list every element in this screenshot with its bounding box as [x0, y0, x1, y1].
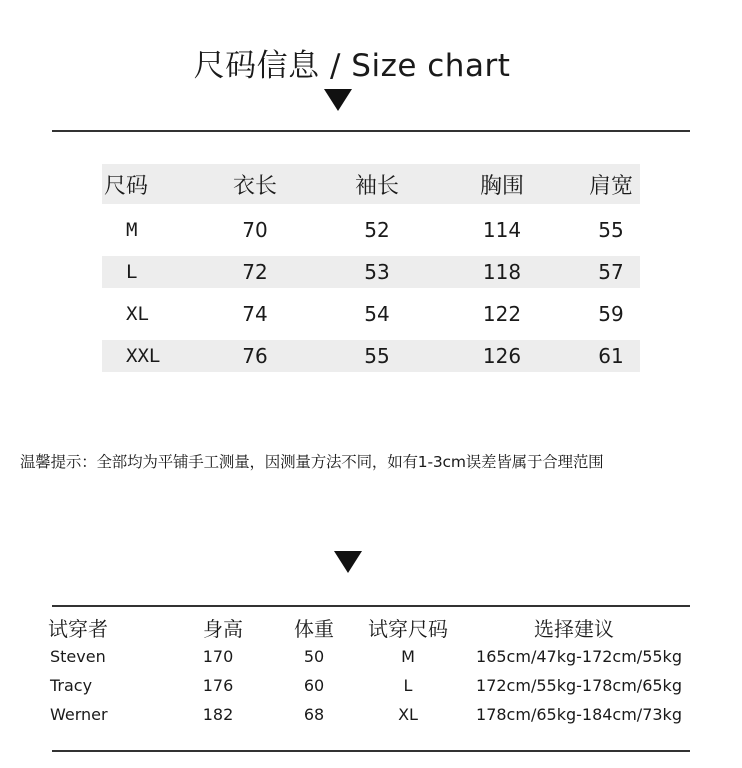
- tryon-table-header: [48, 612, 698, 642]
- weight-cell: 60: [303, 676, 325, 695]
- table-row: [102, 256, 640, 288]
- size-cell: XL: [126, 303, 149, 325]
- chest-cell: 122: [482, 302, 522, 326]
- shoulder-cell: 57: [598, 260, 624, 284]
- table-row: [102, 298, 640, 330]
- header-size: 尺码: [104, 173, 149, 199]
- chest-cell: 126: [482, 344, 522, 368]
- shoulder-cell: 59: [598, 302, 624, 326]
- down-triangle-icon: [324, 89, 352, 111]
- length-cell: 76: [242, 344, 268, 368]
- sleeve-cell: 54: [364, 302, 390, 326]
- height-cell: 182: [202, 705, 234, 724]
- divider: [52, 130, 690, 132]
- header-tester: 试穿者: [48, 616, 108, 641]
- suggestion-cell: 178cm/65kg-184cm/73kg: [476, 705, 682, 724]
- tester-cell: Werner: [50, 705, 108, 724]
- header-length: 衣长: [232, 173, 277, 199]
- header-shoulder: 肩宽: [588, 173, 633, 199]
- length-cell: 70: [242, 218, 268, 242]
- suggestion-cell: 172cm/55kg-178cm/65kg: [476, 676, 682, 695]
- header-sleeve: 袖长: [354, 173, 399, 199]
- shoulder-cell: 55: [598, 218, 624, 242]
- down-triangle-icon: [334, 551, 362, 573]
- weight-cell: 50: [303, 647, 325, 666]
- size-table-header: [102, 164, 640, 204]
- height-cell: 170: [202, 647, 234, 666]
- chest-cell: 114: [482, 218, 522, 242]
- size-table: [102, 164, 640, 372]
- table-row: [102, 214, 640, 246]
- size-cell: M: [126, 219, 138, 241]
- size-cell: XXL: [126, 345, 161, 367]
- divider: [52, 750, 690, 752]
- tester-cell: Tracy: [50, 676, 93, 695]
- size-cell: L: [126, 261, 138, 283]
- tried-size-cell: M: [401, 647, 415, 666]
- table-row: [48, 642, 698, 671]
- table-row: [48, 700, 698, 729]
- suggestion-cell: 165cm/47kg-172cm/55kg: [476, 647, 682, 666]
- header-suggestion: 选择建议: [534, 616, 614, 641]
- length-cell: 72: [242, 260, 268, 284]
- tryon-table: [48, 612, 698, 729]
- table-row: [102, 340, 640, 372]
- divider: [52, 605, 690, 607]
- table-row: [48, 671, 698, 700]
- sleeve-cell: 55: [364, 344, 390, 368]
- measurement-note: 温馨提示：全部均为平铺手工测量，因测量方法不同，如有1-3cm误差皆属于合理范围: [20, 453, 604, 471]
- sleeve-cell: 53: [364, 260, 390, 284]
- header-height: 身高: [203, 616, 243, 641]
- tried-size-cell: XL: [398, 705, 418, 724]
- sleeve-cell: 52: [364, 218, 390, 242]
- header-chest: 胸围: [479, 173, 524, 199]
- tried-size-cell: L: [403, 676, 413, 695]
- shoulder-cell: 61: [598, 344, 624, 368]
- header-tried-size: 试穿尺码: [368, 616, 448, 641]
- page-title: 尺码信息 / Size chart: [193, 48, 511, 84]
- weight-cell: 68: [303, 705, 325, 724]
- header-weight: 体重: [294, 616, 334, 641]
- length-cell: 74: [242, 302, 268, 326]
- tester-cell: Steven: [50, 647, 106, 666]
- height-cell: 176: [202, 676, 234, 695]
- chest-cell: 118: [482, 260, 522, 284]
